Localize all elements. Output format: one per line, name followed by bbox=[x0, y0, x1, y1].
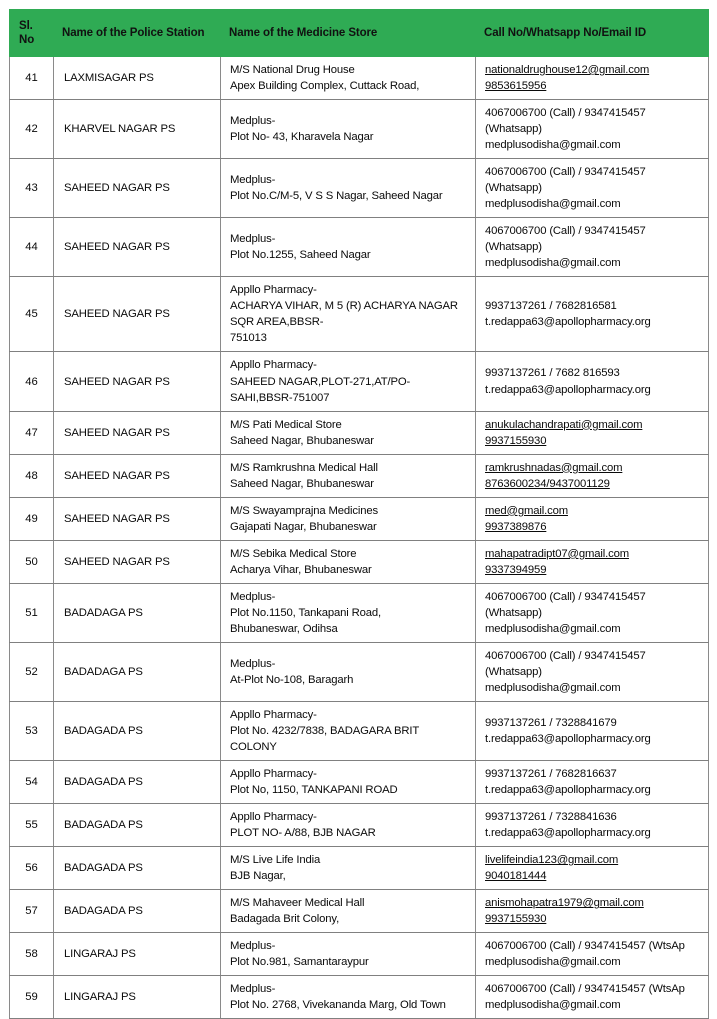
store-line: Plot No. 2768, Vivekananda Marg, Old Town bbox=[230, 999, 446, 1012]
table-row bbox=[10, 847, 709, 890]
contact-line: 4067006700 (Call) / 9347415457 bbox=[485, 107, 646, 120]
cell-medicine-store bbox=[221, 847, 476, 890]
store-line: Appllo Pharmacy- bbox=[230, 709, 317, 721]
cell-police-station: LAXMISAGAR PS bbox=[54, 57, 221, 100]
store-line: Saheed Nagar, Bhubaneswar bbox=[230, 434, 374, 447]
contact-link[interactable]: 9040181444 bbox=[485, 870, 547, 883]
cell-medicine-store bbox=[221, 976, 476, 1019]
contact-link[interactable]: anukulachandrapati@gmail.com bbox=[485, 418, 643, 431]
contact-line: 9937137261 / 7328841636 bbox=[485, 811, 617, 824]
store-line: Appllo Pharmacy- bbox=[230, 359, 317, 372]
table-row bbox=[10, 702, 709, 761]
contact-line: t.redappa63@apollopharmacy.org bbox=[485, 784, 651, 797]
table-row bbox=[10, 933, 709, 976]
table-row bbox=[10, 976, 709, 1019]
store-line: PLOT NO- A/88, BJB NAGAR bbox=[230, 827, 376, 840]
cell-contact bbox=[476, 890, 709, 933]
cell-sl-no: 53 bbox=[10, 702, 54, 761]
cell-sl-no: 59 bbox=[10, 976, 54, 1019]
cell-sl-no: 42 bbox=[10, 100, 54, 159]
table-row bbox=[10, 804, 709, 847]
cell-sl-no: 52 bbox=[10, 642, 54, 701]
cell-sl-no: 43 bbox=[10, 159, 54, 218]
table-row bbox=[10, 454, 709, 497]
store-line: Plot No.981, Samantaraypur bbox=[230, 956, 369, 969]
cell-medicine-store bbox=[221, 702, 476, 761]
store-line: Apex Building Complex, Cuttack Road, bbox=[230, 80, 420, 93]
table-row bbox=[10, 890, 709, 933]
column-header-sl-no-line1: Sl. bbox=[19, 19, 33, 32]
store-line: Plot No, 1150, TANKAPANI ROAD bbox=[230, 784, 398, 797]
store-line: Plot No.1150, Tankapani Road, bbox=[230, 606, 381, 619]
table-row bbox=[10, 352, 709, 411]
contact-line: medplusodisha@gmail.com bbox=[485, 681, 621, 694]
table-row bbox=[10, 497, 709, 540]
cell-police-station: BADAGADA PS bbox=[54, 890, 221, 933]
cell-sl-no: 55 bbox=[10, 804, 54, 847]
store-line: ACHARYA VIHAR, M 5 (R) ACHARYA NAGAR bbox=[230, 300, 458, 313]
cell-contact bbox=[476, 702, 709, 761]
contact-line: medplusodisha@gmail.com bbox=[485, 198, 621, 211]
cell-sl-no: 54 bbox=[10, 761, 54, 804]
store-line: M/S National Drug House bbox=[230, 64, 355, 76]
store-line: Appllo Pharmacy- bbox=[230, 284, 317, 297]
contact-link[interactable]: anismohapatra1979@gmail.com bbox=[485, 897, 644, 910]
cell-sl-no: 57 bbox=[10, 890, 54, 933]
contact-link[interactable]: med@gmail.com bbox=[485, 504, 568, 517]
cell-police-station: BADAGADA PS bbox=[54, 761, 221, 804]
store-line: Medplus- bbox=[230, 174, 276, 187]
cell-medicine-store bbox=[221, 57, 476, 100]
cell-medicine-store bbox=[221, 159, 476, 218]
store-line: Medplus- bbox=[230, 115, 276, 128]
contact-line: (Whatsapp) bbox=[485, 606, 542, 619]
store-line: Medplus- bbox=[230, 983, 276, 996]
table-row bbox=[10, 642, 709, 701]
store-line: Appllo Pharmacy- bbox=[230, 768, 317, 781]
contact-line: t.redappa63@apollopharmacy.org bbox=[485, 827, 651, 840]
contact-link[interactable]: 9937389876 bbox=[485, 520, 547, 533]
contact-line: 4067006700 (Call) / 9347415457 bbox=[485, 225, 646, 238]
contact-link[interactable]: 8763600234/9437001129 bbox=[485, 477, 610, 490]
table-row bbox=[10, 411, 709, 454]
cell-contact bbox=[476, 57, 709, 100]
contact-link[interactable]: livelifeindia123@gmail.com bbox=[485, 854, 619, 867]
store-line: Acharya Vihar, Bhubaneswar bbox=[230, 563, 372, 576]
cell-medicine-store bbox=[221, 890, 476, 933]
cell-contact bbox=[476, 976, 709, 1019]
cell-police-station: SAHEED NAGAR PS bbox=[54, 352, 221, 411]
cell-medicine-store bbox=[221, 497, 476, 540]
table-row bbox=[10, 761, 709, 804]
store-line: Gajapati Nagar, Bhubaneswar bbox=[230, 520, 377, 533]
store-line: BJB Nagar, bbox=[230, 870, 286, 883]
cell-police-station: LINGARAJ PS bbox=[54, 933, 221, 976]
column-header-medicine-store: Name of the Medicine Store bbox=[221, 10, 476, 57]
cell-police-station: SAHEED NAGAR PS bbox=[54, 454, 221, 497]
cell-contact bbox=[476, 218, 709, 277]
contact-line: 4067006700 (Call) / 9347415457 bbox=[485, 649, 646, 662]
store-line: COLONY bbox=[230, 741, 277, 754]
cell-sl-no: 44 bbox=[10, 218, 54, 277]
store-line: Plot No- 43, Kharavela Nagar bbox=[230, 131, 374, 144]
contact-line: t.redappa63@apollopharmacy.org bbox=[485, 733, 651, 746]
contact-line: t.redappa63@apollopharmacy.org bbox=[485, 316, 651, 329]
cell-medicine-store bbox=[221, 540, 476, 583]
table-row bbox=[10, 57, 709, 100]
cell-medicine-store bbox=[221, 411, 476, 454]
contact-line: (Whatsapp) bbox=[485, 665, 542, 678]
contact-link[interactable]: 9937155930 bbox=[485, 434, 547, 447]
contact-line: 4067006700 (Call) / 9347415457 bbox=[485, 166, 646, 179]
store-line: M/S Sebika Medical Store bbox=[230, 547, 357, 560]
cell-police-station: BADADAGA PS bbox=[54, 642, 221, 701]
store-line: Medplus- bbox=[230, 657, 276, 670]
column-header-sl-no bbox=[10, 10, 54, 57]
cell-sl-no: 51 bbox=[10, 583, 54, 642]
cell-police-station: KHARVEL NAGAR PS bbox=[54, 100, 221, 159]
cell-police-station: BADAGADA PS bbox=[54, 804, 221, 847]
cell-contact bbox=[476, 804, 709, 847]
cell-police-station: BADADAGA PS bbox=[54, 583, 221, 642]
cell-contact bbox=[476, 159, 709, 218]
contact-line: medplusodisha@gmail.com bbox=[485, 257, 621, 270]
store-line: M/S Ramkrushna Medical Hall bbox=[230, 461, 378, 474]
column-header-police-station: Name of the Police Station bbox=[54, 10, 221, 57]
cell-medicine-store bbox=[221, 454, 476, 497]
column-header-sl-no-line2: No bbox=[19, 34, 35, 46]
contact-link[interactable]: mahapatradipt07@gmail.com bbox=[485, 547, 629, 560]
contact-line: 9937137261 / 7682816581 bbox=[485, 300, 617, 313]
store-line: Plot No. 4232/7838, BADAGARA BRIT bbox=[230, 725, 420, 738]
store-line: 751013 bbox=[230, 332, 267, 345]
contact-line: (Whatsapp) bbox=[485, 182, 542, 195]
table-row bbox=[10, 583, 709, 642]
cell-contact bbox=[476, 761, 709, 804]
contact-link[interactable]: 9337394959 bbox=[485, 563, 547, 576]
cell-medicine-store bbox=[221, 352, 476, 411]
cell-medicine-store bbox=[221, 804, 476, 847]
contact-line: (Whatsapp) bbox=[485, 123, 542, 136]
cell-police-station: SAHEED NAGAR PS bbox=[54, 218, 221, 277]
cell-sl-no: 58 bbox=[10, 933, 54, 976]
contact-line: 4067006700 (Call) / 9347415457 bbox=[485, 590, 646, 603]
table-body bbox=[10, 57, 709, 1019]
table-header-row bbox=[10, 10, 709, 57]
cell-police-station: SAHEED NAGAR PS bbox=[54, 159, 221, 218]
cell-contact bbox=[476, 933, 709, 976]
column-header-contact: Call No/Whatsapp No/Email ID bbox=[476, 10, 709, 57]
cell-contact bbox=[476, 352, 709, 411]
store-line: Medplus- bbox=[230, 233, 276, 246]
contact-line: 9937137261 / 7682 816593 bbox=[485, 367, 620, 380]
cell-medicine-store bbox=[221, 218, 476, 277]
contact-line: 4067006700 (Call) / 9347415457 (WtsAp bbox=[485, 940, 685, 953]
contact-line: 4067006700 (Call) / 9347415457 (WtsAp bbox=[485, 983, 685, 996]
store-line: Bhubaneswar, Odihsa bbox=[230, 622, 338, 635]
contact-line: medplusodisha@gmail.com bbox=[485, 999, 621, 1012]
cell-sl-no: 46 bbox=[10, 352, 54, 411]
cell-sl-no: 50 bbox=[10, 540, 54, 583]
store-line: M/S Swayamprajna Medicines bbox=[230, 504, 379, 517]
store-line: M/S Pati Medical Store bbox=[230, 418, 342, 431]
store-line: Medplus- bbox=[230, 590, 276, 603]
cell-sl-no: 45 bbox=[10, 277, 54, 352]
cell-police-station: SAHEED NAGAR PS bbox=[54, 497, 221, 540]
contact-link[interactable]: 9937155930 bbox=[485, 913, 547, 926]
cell-police-station: SAHEED NAGAR PS bbox=[54, 540, 221, 583]
cell-medicine-store bbox=[221, 642, 476, 701]
cell-police-station: LINGARAJ PS bbox=[54, 976, 221, 1019]
store-line: Plot No.C/M-5, V S S Nagar, Saheed Nagar bbox=[230, 190, 443, 203]
contact-line: medplusodisha@gmail.com bbox=[485, 622, 621, 635]
store-line: SAHEED NAGAR,PLOT-271,AT/PO- bbox=[230, 375, 411, 388]
store-line: At-Plot No-108, Baragarh bbox=[230, 673, 354, 686]
cell-contact bbox=[476, 497, 709, 540]
table-header bbox=[10, 10, 709, 57]
cell-police-station: BADAGADA PS bbox=[54, 702, 221, 761]
police-station-medicine-store-table bbox=[9, 9, 709, 1019]
table-row bbox=[10, 540, 709, 583]
contact-link[interactable]: nationaldrughouse12@gmail.com bbox=[485, 64, 650, 76]
cell-sl-no: 47 bbox=[10, 411, 54, 454]
cell-contact bbox=[476, 540, 709, 583]
cell-police-station: SAHEED NAGAR PS bbox=[54, 411, 221, 454]
store-line: Plot No.1255, Saheed Nagar bbox=[230, 249, 371, 262]
cell-sl-no: 49 bbox=[10, 497, 54, 540]
cell-contact bbox=[476, 847, 709, 890]
cell-medicine-store bbox=[221, 277, 476, 352]
cell-medicine-store bbox=[221, 100, 476, 159]
cell-contact bbox=[476, 454, 709, 497]
cell-police-station: BADAGADA PS bbox=[54, 847, 221, 890]
table-row bbox=[10, 218, 709, 277]
store-line: M/S Mahaveer Medical Hall bbox=[230, 897, 365, 910]
store-line: Appllo Pharmacy- bbox=[230, 811, 317, 824]
cell-contact bbox=[476, 100, 709, 159]
cell-medicine-store bbox=[221, 761, 476, 804]
store-line: Medplus- bbox=[230, 940, 276, 953]
table-row bbox=[10, 277, 709, 352]
store-line: M/S Live Life India bbox=[230, 854, 321, 867]
cell-contact bbox=[476, 583, 709, 642]
cell-sl-no: 48 bbox=[10, 454, 54, 497]
cell-medicine-store bbox=[221, 583, 476, 642]
contact-link[interactable]: ramkrushnadas@gmail.com bbox=[485, 461, 623, 474]
contact-line: medplusodisha@gmail.com bbox=[485, 956, 621, 969]
table-row bbox=[10, 159, 709, 218]
table-row bbox=[10, 100, 709, 159]
store-line: SAHI,BBSR-751007 bbox=[230, 391, 330, 404]
cell-police-station: SAHEED NAGAR PS bbox=[54, 277, 221, 352]
cell-contact bbox=[476, 277, 709, 352]
contact-line: 9937137261 / 7682816637 bbox=[485, 768, 617, 781]
store-line: Saheed Nagar, Bhubaneswar bbox=[230, 477, 374, 490]
contact-line: t.redappa63@apollopharmacy.org bbox=[485, 383, 651, 396]
contact-line: 9937137261 / 7328841679 bbox=[485, 717, 617, 730]
store-line: SQR AREA,BBSR- bbox=[230, 316, 324, 329]
cell-medicine-store bbox=[221, 933, 476, 976]
cell-sl-no: 41 bbox=[10, 57, 54, 100]
contact-line: medplusodisha@gmail.com bbox=[485, 139, 621, 152]
store-line: Badagada Brit Colony, bbox=[230, 913, 340, 926]
cell-contact bbox=[476, 411, 709, 454]
contact-link[interactable]: 9853615956 bbox=[485, 80, 547, 93]
cell-sl-no: 56 bbox=[10, 847, 54, 890]
cell-contact bbox=[476, 642, 709, 701]
contact-line: (Whatsapp) bbox=[485, 241, 542, 254]
